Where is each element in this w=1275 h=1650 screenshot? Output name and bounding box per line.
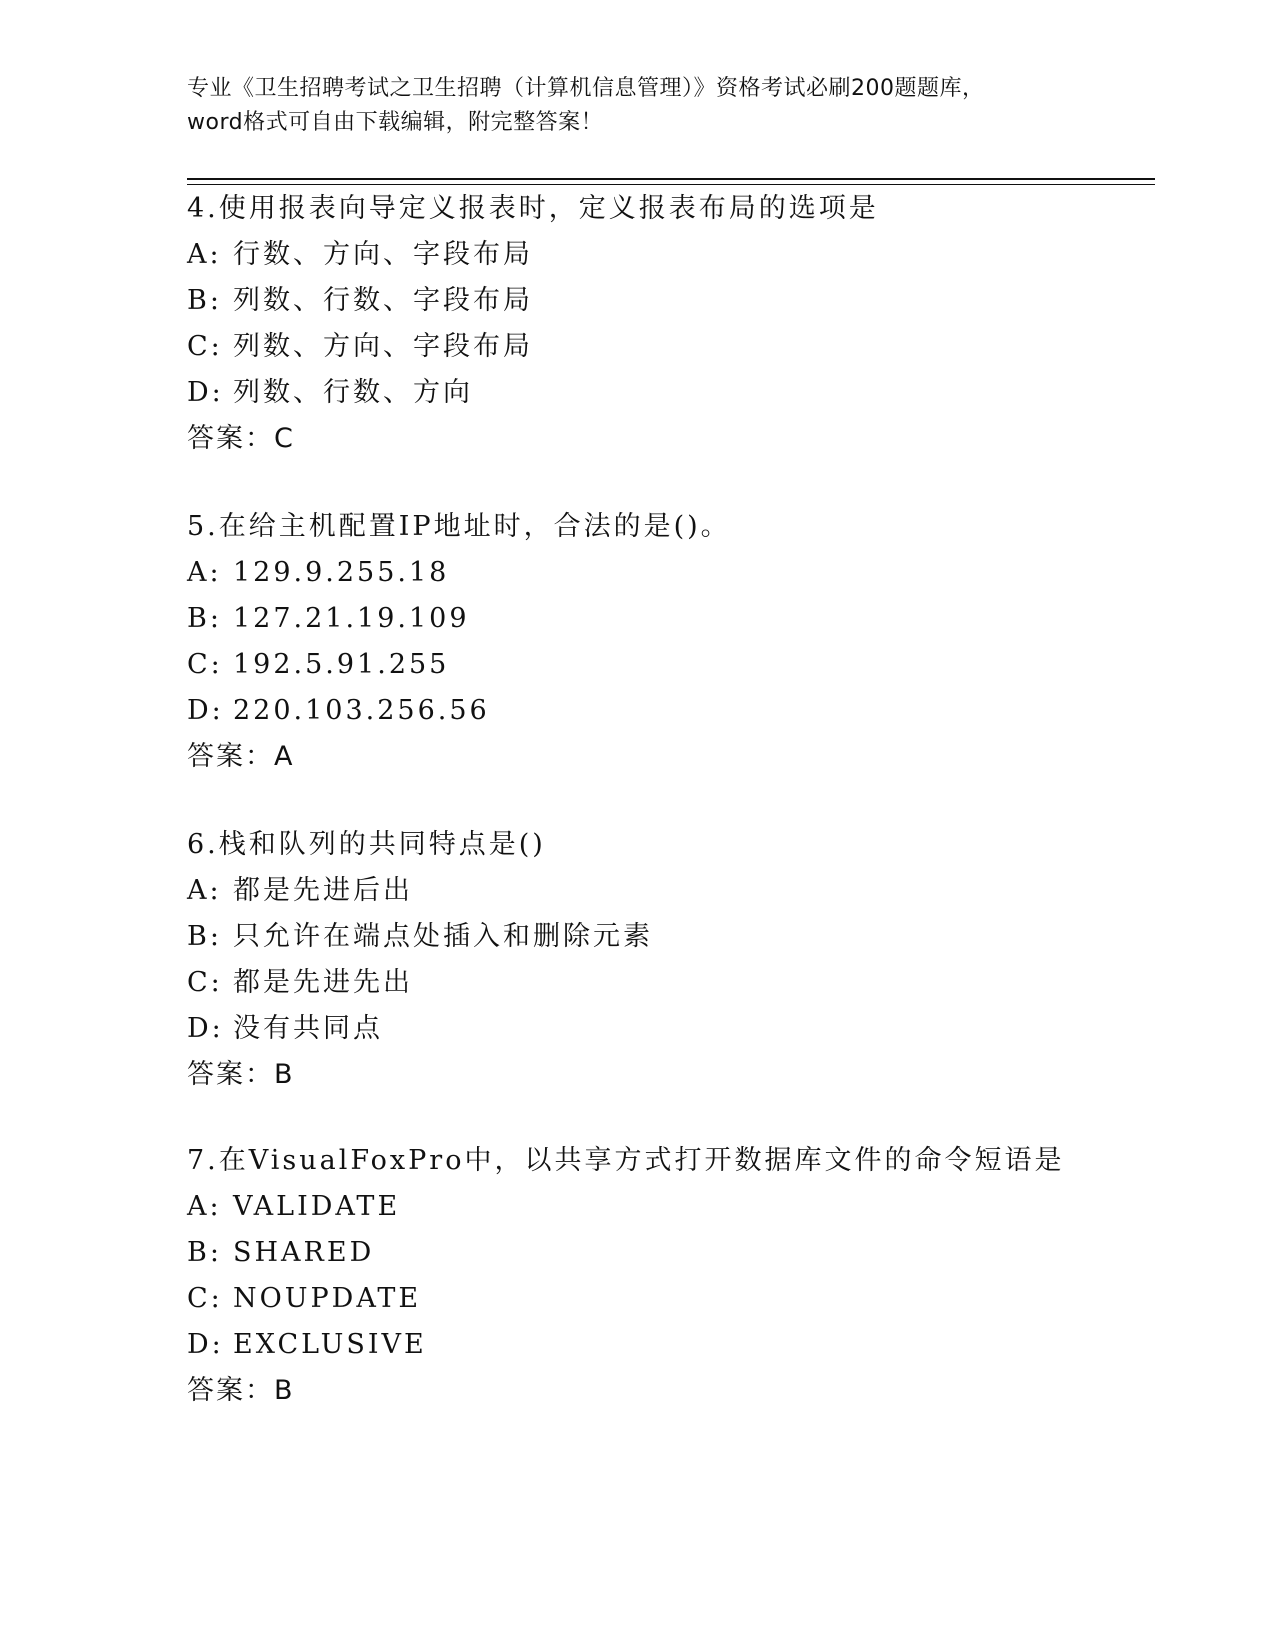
option-letter: B: (187, 921, 222, 952)
header-line-2: word格式可自由下载编辑，附完整答案！ (187, 110, 604, 135)
option-text: 127.21.19.109 (233, 603, 470, 634)
question-stem: 4.使用报表向导定义报表时，定义报表布局的选项是 (187, 193, 879, 224)
option-text: 行数、方向、字段布局 (233, 239, 533, 270)
option-b (187, 278, 1167, 324)
option-text: 列数、行数、字段布局 (233, 285, 533, 316)
option-a (187, 550, 1167, 596)
option-letter: D: (187, 695, 224, 726)
option-a (187, 1184, 1167, 1230)
question-stem: 5.在给主机配置IP地址时，合法的是()。 (187, 511, 731, 542)
option-text: 220.103.256.56 (233, 695, 490, 726)
option-d (187, 688, 1167, 734)
option-c (187, 324, 1167, 370)
option-letter: D: (187, 377, 224, 408)
question-block (187, 822, 1167, 1098)
option-a (187, 232, 1167, 278)
option-text: SHARED (233, 1237, 375, 1268)
header-divider (187, 178, 1155, 180)
option-b (187, 596, 1167, 642)
option-letter: B: (187, 603, 222, 634)
option-text: EXCLUSIVE (233, 1329, 427, 1360)
option-c (187, 960, 1167, 1006)
option-text: 都是先进后出 (233, 875, 413, 906)
question-block (187, 186, 1167, 462)
option-d (187, 1006, 1167, 1052)
option-letter: A: (187, 239, 222, 270)
question-block (187, 504, 1167, 780)
question-stem: 6.栈和队列的共同特点是() (187, 829, 546, 860)
option-text: 只允许在端点处插入和删除元素 (233, 921, 653, 952)
option-b (187, 914, 1167, 960)
option-letter: A: (187, 557, 222, 588)
option-text: 列数、行数、方向 (233, 377, 473, 408)
answer-line: 答案：A (187, 741, 295, 772)
option-text: 没有共同点 (233, 1013, 383, 1044)
option-letter: A: (187, 1191, 222, 1222)
option-d (187, 1322, 1167, 1368)
option-text: 列数、方向、字段布局 (233, 331, 533, 362)
answer-line: 答案：C (187, 423, 295, 454)
option-c (187, 1276, 1167, 1322)
option-d (187, 370, 1167, 416)
option-letter: C: (187, 1283, 223, 1314)
option-letter: C: (187, 331, 223, 362)
question-stem: 7.在VisualFoxPro中，以共享方式打开数据库文件的命令短语是 (187, 1145, 1065, 1176)
option-letter: B: (187, 1237, 222, 1268)
option-a (187, 868, 1167, 914)
answer-line: 答案：B (187, 1059, 295, 1090)
option-letter: D: (187, 1013, 224, 1044)
option-text: 都是先进先出 (233, 967, 413, 998)
option-text: 192.5.91.255 (233, 649, 450, 680)
option-text: VALIDATE (233, 1191, 401, 1222)
option-b (187, 1230, 1167, 1276)
option-letter: C: (187, 967, 223, 998)
option-text: 129.9.255.18 (233, 557, 450, 588)
option-letter: D: (187, 1329, 224, 1360)
question-block (187, 1138, 1167, 1414)
document-header (187, 72, 1087, 140)
option-letter: C: (187, 649, 223, 680)
header-line-1: 专业《卫生招聘考试之卫生招聘（计算机信息管理）》资格考试必刷200题题库， (187, 76, 985, 101)
answer-line: 答案：B (187, 1375, 295, 1406)
header-divider-thin (187, 184, 1155, 185)
option-text: NOUPDATE (233, 1283, 422, 1314)
option-letter: B: (187, 285, 222, 316)
option-letter: A: (187, 875, 222, 906)
option-c (187, 642, 1167, 688)
